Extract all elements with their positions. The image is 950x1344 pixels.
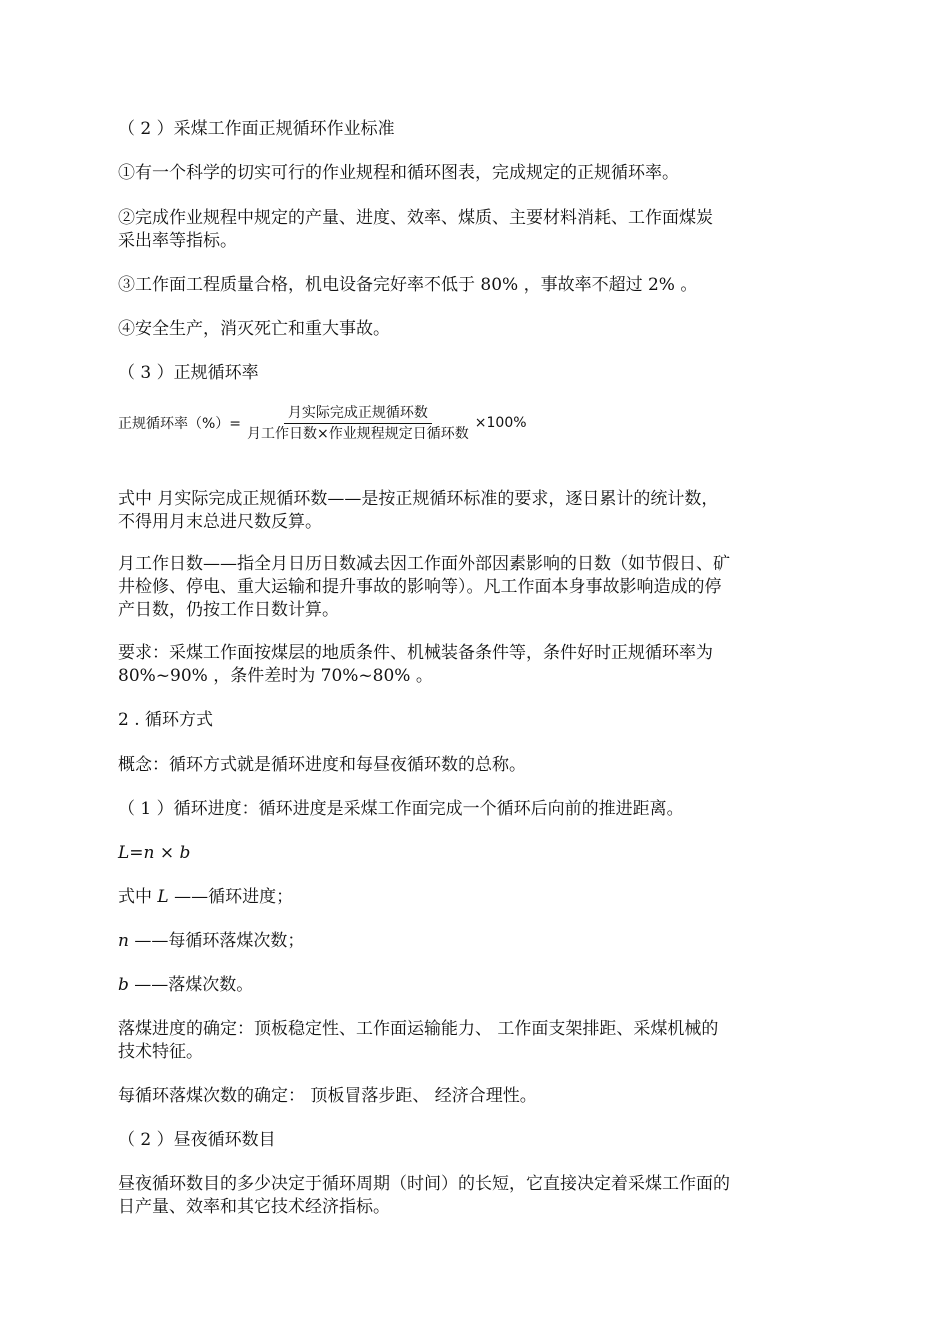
paragraph-item-2	[118, 207, 818, 253]
definition-work-days-line-3: 产日数，仍按工作日数计算。	[118, 600, 339, 620]
variable-n-definition	[118, 930, 818, 953]
formula-lhs: 正规循环率（%）=	[118, 416, 242, 432]
variable-n-text: ——每循环落煤次数；	[128, 931, 305, 951]
definition-work-days-line-1: 月工作日数——指全月日历日数减去因工作面外部因素影响的日数（如节假日、矿	[118, 554, 730, 574]
variable-l-text: ——循环进度；	[168, 887, 294, 907]
variable-b-definition	[118, 974, 818, 997]
formula-fraction	[243, 404, 473, 443]
paragraph-cycle-advance: （ 1 ）循环进度：循环进度是采煤工作面完成一个循环后向前的推进距离。	[118, 799, 684, 819]
section-heading-cycle-standard: （ 2 ）采煤工作面正规循环作业标准	[118, 119, 395, 139]
paragraph-item-2-line-1: ②完成作业规程中规定的产量、进度、效率、煤质、主要材料消耗、工作面煤炭	[118, 208, 713, 228]
paragraph-requirement	[118, 642, 818, 688]
section-heading-cycle-rate: （ 3 ）正规循环率	[118, 363, 259, 383]
paragraph-definition-actual-cycles	[118, 488, 818, 534]
variable-l-definition	[118, 886, 818, 909]
paragraph-item-3: ③工作面工程质量合格，机电设备完好率不低于 80% ，事故率不超过 2% 。	[118, 275, 698, 295]
requirement-line-1: 要求：采煤工作面按煤层的地质条件、机械装备条件等，条件好时正规循环率为	[118, 643, 713, 663]
cycle-rate-formula	[118, 400, 527, 446]
variable-l-symbol: L	[157, 887, 169, 907]
formula-denominator: 月工作日数×作业规程规定日循环数	[247, 425, 469, 442]
paragraph-concept: 概念：循环方式就是循环进度和每昼夜循环数的总称。	[118, 755, 526, 775]
paragraph-cut-count-factors: 每循环落煤次数的确定： 顶板冒落步距、 经济合理性。	[118, 1086, 537, 1106]
formula-factor: ×100%	[474, 415, 527, 431]
equation-cycle-advance: L=n × b	[118, 843, 191, 863]
advance-factors-line-1: 落煤进度的确定：顶板稳定性、工作面运输能力、 工作面支架排距、采煤机械的	[118, 1019, 719, 1039]
paragraph-advance-factors	[118, 1018, 818, 1064]
advance-factors-line-2: 技术特征。	[118, 1042, 203, 1062]
paragraph-daily-cycles	[118, 1173, 818, 1219]
paragraph-item-4: ④安全生产，消灭死亡和重大事故。	[118, 319, 390, 339]
variable-b-symbol: b	[118, 975, 129, 995]
variable-l-prefix: 式中	[118, 887, 158, 907]
definition-actual-cycles-line-2: 不得用月末总进尺数反算。	[118, 512, 322, 532]
requirement-line-2: 80%~90% ，条件差时为 70%~80% 。	[118, 666, 433, 686]
section-heading-daily-cycles: （ 2 ）昼夜循环数目	[118, 1130, 276, 1150]
paragraph-item-2-line-2: 采出率等指标。	[118, 231, 237, 251]
definition-work-days-line-2: 井检修、停电、重大运输和提升事故的影响等）。凡工作面本身事故影响造成的停	[118, 577, 722, 597]
paragraph-definition-work-days	[118, 553, 818, 622]
daily-cycles-line-1: 昼夜循环数目的多少决定于循环周期（时间）的长短，它直接决定着采煤工作面的	[118, 1174, 730, 1194]
definition-actual-cycles-line-1: 式中 月实际完成正规循环数——是按正规循环标准的要求，逐日累计的统计数，	[118, 489, 719, 509]
formula-numerator: 月实际完成正规循环数	[284, 404, 432, 424]
paragraph-item-1: ①有一个科学的切实可行的作业规程和循环图表，完成规定的正规循环率。	[118, 163, 679, 183]
section-heading-cycle-mode: 2 . 循环方式	[118, 710, 214, 730]
daily-cycles-line-2: 日产量、效率和其它技术经济指标。	[118, 1197, 390, 1217]
variable-n-symbol: n	[118, 931, 129, 951]
variable-b-text: ——落煤次数。	[128, 975, 254, 995]
